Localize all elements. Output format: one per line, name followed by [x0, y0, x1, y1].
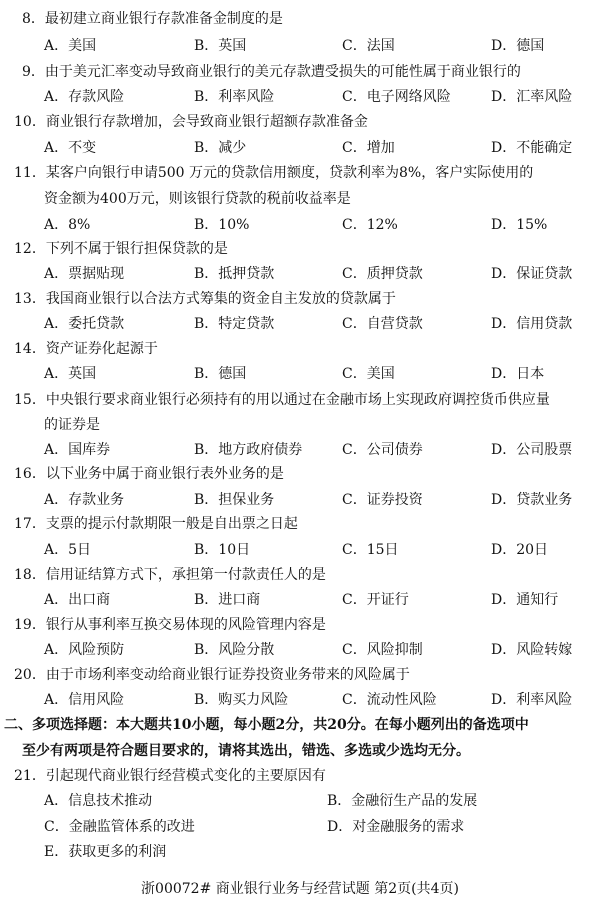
question-text: 最初建立商业银行存款准备金制度的是 — [44, 11, 283, 27]
question-text: 资产证券化起源于 — [45, 341, 158, 357]
option-a: A．出口商 — [44, 592, 111, 608]
question-14 — [14, 340, 158, 358]
option-a: A．信用风险 — [44, 692, 125, 708]
option-c: C．证券投资 — [342, 492, 423, 508]
option-b: B．减少 — [194, 140, 247, 156]
question-21 — [14, 767, 326, 785]
option-d: D．汇率风险 — [491, 89, 573, 105]
question-text: 以下业务中属于商业银行表外业务的是 — [45, 466, 284, 482]
option-c: C．风险抑制 — [342, 642, 423, 658]
option-b: B．地方政府债券 — [194, 442, 303, 458]
question-number: 18． — [14, 567, 46, 583]
question-text: 商业银行存款增加，会导致商业银行超额存款准备金 — [45, 114, 368, 130]
option-c: C．12% — [342, 217, 398, 233]
option-b: B．德国 — [194, 366, 247, 382]
option-c: C．法国 — [342, 38, 395, 54]
question-number: 17． — [14, 516, 46, 532]
option-b: B．抵押贷款 — [194, 266, 275, 282]
question-text: 引起现代商业银行经营模式变化的主要原因有 — [45, 768, 326, 784]
option-c: C．15日 — [342, 542, 399, 558]
option-a: A．8% — [44, 217, 91, 233]
option-d: D．对金融服务的需求 — [327, 819, 465, 835]
question-19 — [14, 616, 326, 634]
question-number: 9． — [22, 64, 45, 80]
option-d: D．德国 — [491, 38, 545, 54]
question-text: 下列不属于银行担保贷款的是 — [45, 241, 228, 257]
option-d: D．贷款业务 — [491, 492, 573, 508]
option-d: D．利率风险 — [491, 692, 573, 708]
option-b: B．进口商 — [194, 592, 261, 608]
question-13 — [14, 290, 396, 308]
question-number: 20． — [14, 667, 46, 683]
option-b: B．金融衍生产品的发展 — [327, 793, 478, 809]
question-9 — [22, 63, 521, 81]
option-d: D．保证贷款 — [491, 266, 573, 282]
option-b: B．风险分散 — [194, 642, 275, 658]
question-text: 银行从事利率互换交易体现的风险管理内容是 — [45, 617, 326, 633]
question-16 — [14, 465, 284, 483]
question-18 — [14, 566, 326, 584]
question-15 — [14, 391, 550, 409]
question-text: 支票的提示付款期限一般是自出票之日起 — [45, 516, 298, 532]
question-number: 14． — [14, 341, 46, 357]
option-c: C．质押贷款 — [342, 266, 423, 282]
question-8 — [22, 10, 283, 28]
option-b: B．英国 — [194, 38, 247, 54]
option-d: D．15% — [491, 217, 548, 233]
option-d: D．风险转嫁 — [491, 642, 573, 658]
option-d: D．20日 — [491, 542, 549, 558]
question-text: 信用证结算方式下，承担第一付款责任人的是 — [45, 567, 326, 583]
option-a: A．美国 — [44, 38, 97, 54]
option-b: B．担保业务 — [194, 492, 275, 508]
option-d: D．公司股票 — [491, 442, 573, 458]
question-number: 13． — [14, 291, 46, 307]
option-c: C．金融监管体系的改进 — [44, 819, 195, 835]
question-text-continued: 的证券是 — [44, 417, 100, 433]
page-footer: 浙00072# 商业银行业务与经营试题 第2页(共4页) — [141, 881, 459, 897]
question-17 — [14, 515, 298, 533]
option-d: D．信用贷款 — [491, 316, 573, 332]
option-b: B．10日 — [194, 542, 251, 558]
question-text: 我国商业银行以合法方式筹集的资金自主发放的贷款属于 — [45, 291, 396, 307]
question-11 — [14, 164, 533, 182]
question-text: 由于市场利率变动给商业银行证券投资业务带来的风险属于 — [45, 667, 410, 683]
section-heading: 二、多项选择题：本大题共10小题，每小题2分，共20分。在每小题列出的备选项中 — [4, 717, 529, 733]
option-a: A．英国 — [44, 366, 97, 382]
option-a: A．存款业务 — [44, 492, 125, 508]
option-c: C．自营贷款 — [342, 316, 423, 332]
option-a: A．存款风险 — [44, 89, 125, 105]
question-text: 中央银行要求商业银行必须持有的用以通过在金融市场上实现政府调控货币供应量 — [45, 392, 550, 408]
option-d: D．不能确定 — [491, 140, 573, 156]
question-text-continued: 资金额为400万元，则该银行贷款的税前收益率是 — [44, 191, 351, 207]
section-heading-continued: 至少有两项是符合题目要求的，请将其选出，错选、多选或少选均无分。 — [22, 743, 470, 759]
option-c: C．电子网络风险 — [342, 89, 451, 105]
option-a: A．风险预防 — [44, 642, 125, 658]
option-a: A．国库券 — [44, 442, 111, 458]
question-number: 19． — [14, 617, 46, 633]
question-number: 15． — [14, 392, 46, 408]
question-number: 11． — [14, 165, 46, 181]
question-text: 某客户向银行申请500 万元的贷款信用额度，贷款利率为8%，客户实际使用的 — [45, 165, 534, 181]
option-c: C．流动性风险 — [342, 692, 437, 708]
option-a: A．信息技术推动 — [44, 793, 153, 809]
option-d: D．通知行 — [491, 592, 559, 608]
option-d: D．日本 — [491, 366, 545, 382]
question-text: 由于美元汇率变动导致商业银行的美元存款遭受损失的可能性属于商业银行的 — [44, 64, 521, 80]
question-number: 12． — [14, 241, 46, 257]
option-c: C．公司债券 — [342, 442, 423, 458]
question-10 — [14, 113, 368, 131]
option-e: E．获取更多的利润 — [44, 844, 167, 860]
option-b: B．特定贷款 — [194, 316, 275, 332]
question-20 — [14, 666, 410, 684]
option-a: A．不变 — [44, 140, 97, 156]
option-b: B．利率风险 — [194, 89, 275, 105]
question-number: 8． — [22, 11, 45, 27]
question-number: 10． — [14, 114, 46, 130]
option-c: C．美国 — [342, 366, 395, 382]
question-number: 16． — [14, 466, 46, 482]
option-a: A．委托贷款 — [44, 316, 125, 332]
question-12 — [14, 240, 228, 258]
question-number: 21． — [14, 768, 46, 784]
option-a: A．5日 — [44, 542, 92, 558]
option-a: A．票据贴现 — [44, 266, 125, 282]
option-b: B．购买力风险 — [194, 692, 289, 708]
option-c: C．开证行 — [342, 592, 409, 608]
option-c: C．增加 — [342, 140, 395, 156]
option-b: B．10% — [194, 217, 250, 233]
